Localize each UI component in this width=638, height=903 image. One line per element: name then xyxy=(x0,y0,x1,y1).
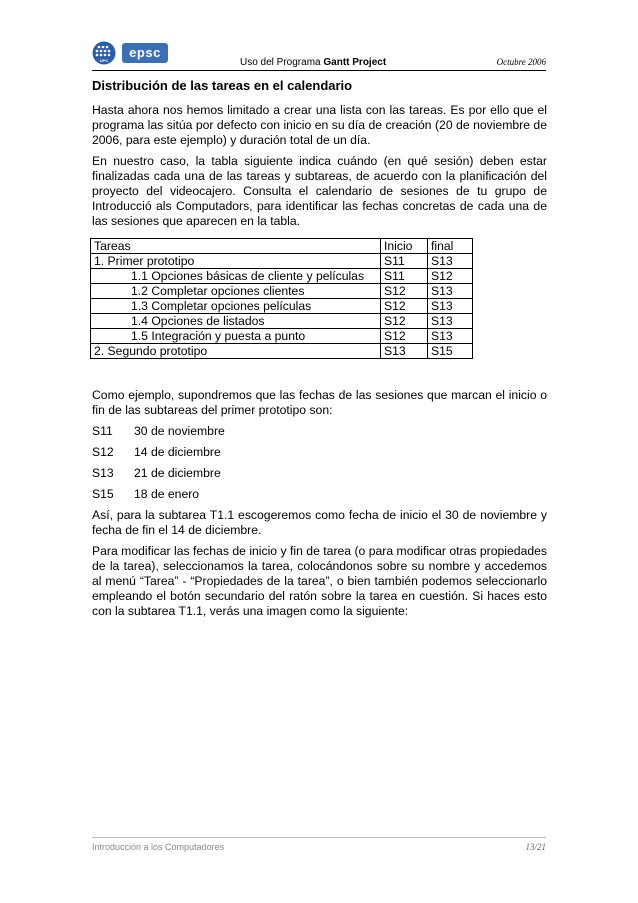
section-title: Distribución de las tareas en el calendario xyxy=(92,78,353,93)
session-date: 30 de noviembre xyxy=(134,424,225,438)
table-header: Tareas xyxy=(91,239,381,254)
end-cell: S13 xyxy=(428,329,473,344)
session-item xyxy=(92,466,547,481)
task-cell: 1.1 Opciones básicas de cliente y películas xyxy=(91,269,381,284)
start-cell: S12 xyxy=(381,284,428,299)
paragraph: Para modificar las fechas de inicio y fin de tarea (o para modificar otras propiedades de la tarea), seleccionamos la tarea, colocándonos sobre su nombre y accedemos al menú “Tarea” - “Propiedades de la tarea”, o bien también podemos seleccionarlo empleando el botón secundario del ratón sobre la tarea en cuestión. Si haces esto con la subtarea T1.1, verás una imagen como la siguiente: xyxy=(92,544,547,618)
session-item xyxy=(92,445,547,460)
session-date: 18 de enero xyxy=(134,487,200,501)
upc-logo xyxy=(92,41,116,65)
header-divider xyxy=(92,70,546,71)
table-row xyxy=(91,269,473,284)
session-code: S13 xyxy=(92,466,114,480)
session-date: 21 de diciembre xyxy=(134,466,221,480)
start-cell: S12 xyxy=(381,329,428,344)
table-header: final xyxy=(428,239,473,254)
paragraph: Hasta ahora nos hemos limitado a crear una lista con las tareas. Es por ello que el programa las sitúa por defecto con inicio en su día de creación (20 de noviembre de 2006, para este ejemplo) y duración total de un día. xyxy=(92,103,547,147)
table-row xyxy=(91,329,473,344)
end-cell: S12 xyxy=(428,269,473,284)
paragraph: Así, para la subtarea T1.1 escogeremos como fecha de inicio el 30 de noviembre y fecha de fin el 14 de diciembre. xyxy=(92,508,547,537)
end-cell: S13 xyxy=(428,254,473,269)
end-cell: S13 xyxy=(428,299,473,314)
header-date: Octubre 2006 xyxy=(496,57,546,67)
table-row xyxy=(91,299,473,314)
task-cell: 1.4 Opciones de listados xyxy=(91,314,381,329)
svg-text:UPC: UPC xyxy=(99,58,109,63)
table-row xyxy=(91,254,473,269)
example-intro: Como ejemplo, supondremos que las fechas de las sesiones que marcan el inicio o fin de las subtareas del primer prototipo son: xyxy=(92,388,547,417)
table-row xyxy=(91,284,473,299)
session-code: S11 xyxy=(92,424,113,438)
session-code: S15 xyxy=(92,487,114,501)
header-logos xyxy=(92,40,168,66)
table-row xyxy=(91,344,473,359)
session-item xyxy=(92,424,547,439)
main-content xyxy=(92,78,547,625)
session-code: S12 xyxy=(92,445,114,459)
end-cell: S13 xyxy=(428,284,473,299)
footer-divider xyxy=(92,837,546,838)
start-cell: S13 xyxy=(381,344,428,359)
start-cell: S12 xyxy=(381,299,428,314)
table-header: Inicio xyxy=(381,239,428,254)
end-cell: S13 xyxy=(428,314,473,329)
task-cell: 1.2 Completar opciones clientes xyxy=(91,284,381,299)
task-cell: 1. Primer prototipo xyxy=(91,254,381,269)
header-title: Uso del Programa Gantt Project xyxy=(240,57,387,68)
task-cell: 1.5 Integración y puesta a punto xyxy=(91,329,381,344)
footer-course-name: Introducción a los Computadores xyxy=(92,842,225,852)
table-header-row xyxy=(91,239,473,254)
session-date: 14 de diciembre xyxy=(134,445,221,459)
session-item xyxy=(92,487,547,502)
start-cell: S12 xyxy=(381,314,428,329)
end-cell: S15 xyxy=(428,344,473,359)
task-cell: 2. Segundo prototipo xyxy=(91,344,381,359)
start-cell: S11 xyxy=(381,269,428,284)
table-row xyxy=(91,314,473,329)
paragraph: En nuestro caso, la tabla siguiente indica cuándo (en qué sesión) deben estar finalizadas cada una de las tareas y subtareas, de acuerdo con la planificación del proyecto del videocajero. Consulta el calendario de sesiones de tu grupo de Introducció als Computadors, para identificar las fechas concretas de cada una de las sesiones que aparecen en la tabla. xyxy=(92,154,547,228)
task-cell: 1.3 Completar opciones películas xyxy=(91,299,381,314)
epsc-logo: epsc xyxy=(122,43,168,63)
task-schedule-table xyxy=(90,238,473,359)
page-number: 13/21 xyxy=(525,842,546,852)
start-cell: S11 xyxy=(381,254,428,269)
